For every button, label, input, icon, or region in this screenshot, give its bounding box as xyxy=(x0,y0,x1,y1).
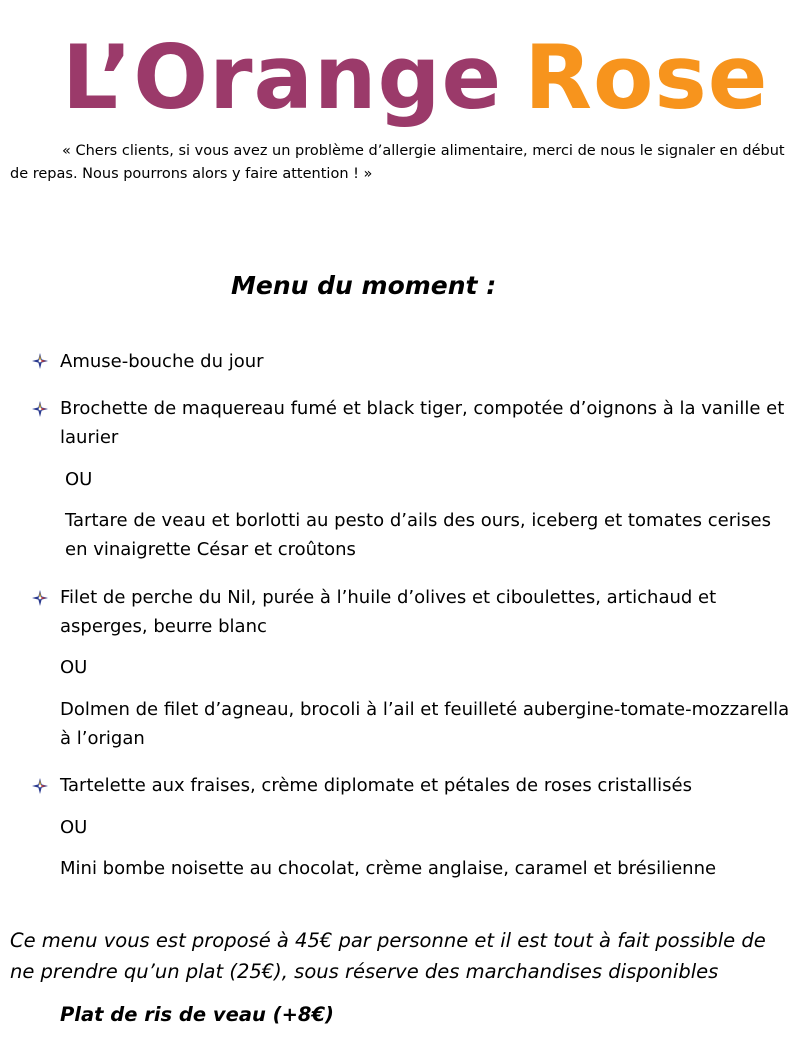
restaurant-name-part1: L’Orange xyxy=(62,26,503,129)
price-offer: Ce menu vous est proposé à 45€ par personne et il est tout à fait possible de ne prendre qu’un plat (25€), sous réserve des marchandises disponibles xyxy=(10,929,766,983)
menu-item-starter-1: Brochette de maquereau fumé et black tiger, compotée d’oignons à la vanille et laurier xyxy=(60,398,785,448)
sparkle-bullet-icon xyxy=(32,401,48,417)
or-separator: OU xyxy=(65,469,93,490)
restaurant-name-part2: Rose xyxy=(524,26,769,129)
sparkle-bullet-icon xyxy=(32,353,48,369)
extra-dish: Plat de ris de veau (+8€) xyxy=(60,1003,334,1026)
allergy-notice: « Chers clients, si vous avez un problème d’allergie alimentaire, merci de nous le signaler en début de repas. Nous pourrons alors y faire attention ! » xyxy=(10,143,785,182)
menu-item-main-1: Filet de perche du Nil, purée à l’huile d’olives et ciboulettes, artichaud et asperges, beurre blanc xyxy=(60,587,717,637)
sparkle-bullet-icon xyxy=(32,778,48,794)
menu-item-amuse-bouche: Amuse-bouche du jour xyxy=(60,351,264,372)
menu-item-dessert-2: Mini bombe noisette au chocolat, crème anglaise, caramel et brésilienne xyxy=(60,858,717,879)
restaurant-title xyxy=(62,18,768,138)
or-separator: OU xyxy=(60,657,88,678)
menu-item-dessert-1: Tartelette aux fraises, crème diplomate et pétales de roses cristallisés xyxy=(60,775,693,796)
menu-heading: Menu du moment : xyxy=(231,271,497,300)
menu-item-starter-2: Tartare de veau et borlotti au pesto d’ails des ours, iceberg et tomates cerises en vinaigrette César et croûtons xyxy=(65,510,771,560)
or-separator: OU xyxy=(60,817,88,838)
sparkle-bullet-icon xyxy=(32,590,48,606)
menu-item-main-2: Dolmen de filet d’agneau, brocoli à l’ail et feuilleté aubergine-tomate-mozzarella à l’origan xyxy=(60,699,790,749)
